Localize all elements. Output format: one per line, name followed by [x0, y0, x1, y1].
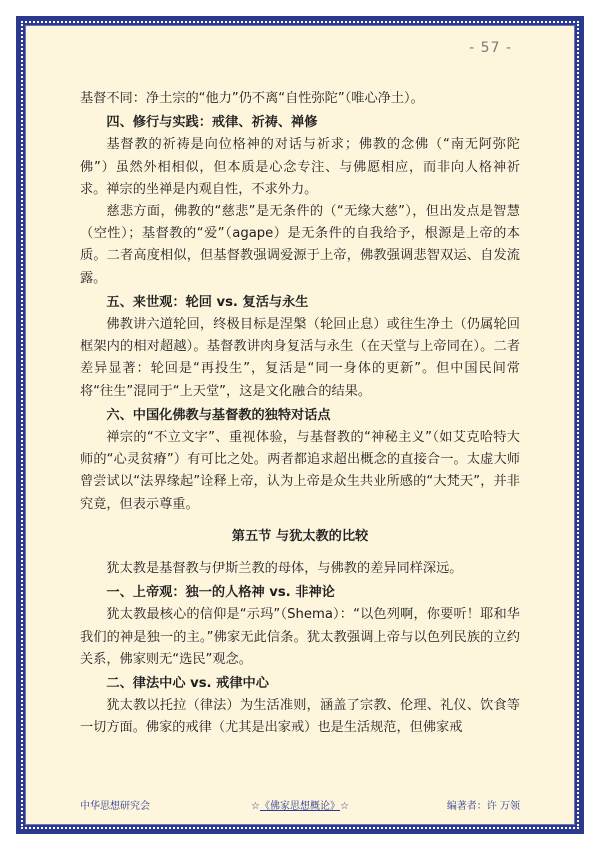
heading-god-view: 一、上帝观：独一的人格神 vs. 非神论	[106, 585, 335, 601]
document-body	[80, 88, 520, 740]
paragraph-torah: 犹太教以托拉（律法）为生活准则，涵盖了宗教、伦理、礼仪、饮食等一切方面。佛家的戒律（尤其是出家戒）也是生活规范，但佛家戒	[80, 698, 520, 736]
paragraph-judaism-intro: 犹太教是基督教与伊斯兰教的母体，与佛教的差异同样深远。	[106, 561, 463, 577]
star-icon: ☆	[340, 801, 349, 812]
paragraph-compassion: 慈悲方面，佛教的“慈悲”是无条件的（“无缘大慈”），但出发点是智慧（空性）；基督教的“爱”（agape）是无条件的自我给予，根源是上帝的本质。二者高度相似，但基督教强调爱源于上帝，佛教强调悲智双运、自发流露。	[80, 204, 520, 286]
star-icon: ☆	[251, 801, 260, 812]
heading-law: 二、律法中心 vs. 戒律中心	[106, 676, 269, 692]
paragraph-prayer: 基督教的祈祷是向位格神的对话与祈求；佛教的念佛（“南无阿弥陀佛”）虽然外相相似，但本质是心念专注、与佛愿相应，而非向人格神祈求。禅宗的坐禅是内观自性，不求外力。	[80, 137, 520, 197]
footer-author: 编著者：许 万领	[446, 801, 520, 812]
paragraph-rebirth: 佛教讲六道轮回，终极目标是涅槃（轮回止息）或往生净土（仍属轮回框架内的相对超越）。基督教讲肉身复活与永生（在天堂与上帝同在）。二者差异显著：轮回是“再投生”，复活是“同一身体的更新”。但中国民间常将“往生”混同于“上天堂”，这是文化融合的结果。	[80, 317, 520, 399]
heading-afterlife: 五、来世观：轮回 vs. 复活与永生	[106, 294, 309, 310]
paragraph-continuation: 基督不同：净土宗的“他力”仍不离“自性弥陀”（唯心净土）。	[80, 91, 424, 106]
heading-practice: 四、修行与实践：戒律、祈祷、禅修	[106, 115, 318, 131]
footer-book-link[interactable]: 《佛家思想概论》	[260, 801, 340, 812]
heading-dialogue: 六、中国化佛教与基督教的独特对话点	[106, 407, 331, 423]
paragraph-shema: 犹太教最核心的信仰是“示玛”（Shema）：“以色列啊，你要听！耶和华我们的神是独一的主。”佛家无此信条。犹太教强调上帝与以色列民族的立约关系，佛家则无“选民”观念。	[80, 607, 520, 667]
footer-organization: 中华思想研究会	[80, 801, 150, 812]
section-title: 第五节 与犹太教的比较	[231, 528, 369, 544]
page-number: - 57 -	[469, 40, 512, 56]
paragraph-zen: 禅宗的“不立文字”、重视体验，与基督教的“神秘主义”（如艾克哈特大师的“心灵贫瘠”）有可比之处。两者都追求超出概念的直接合一。太虚大师曾尝试以“法界缘起”诠释上帝，认为上帝是众生共业所感的“大梵天”，并非究竟，但表示尊重。	[80, 430, 520, 512]
